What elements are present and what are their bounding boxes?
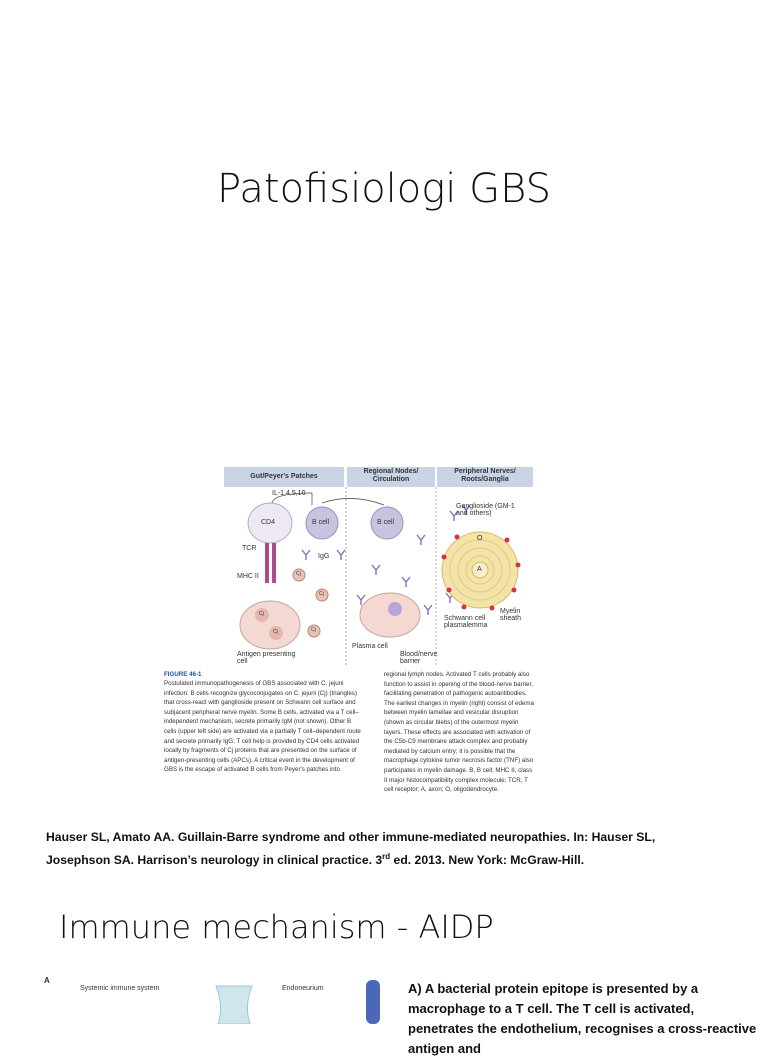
label-igg: IgG [318,553,330,560]
label-cytokines: IL-1,4,5,10 [272,490,306,497]
slide-title: Patofisiologi GBS [217,166,551,212]
label-cj-1: Cj [296,571,301,577]
label-mhc: MHC II [237,573,259,580]
apc-cell [240,601,300,649]
section-title: Immune mechanism - AIDP [59,908,494,946]
header-regional: Regional Nodes/ Circulation [363,468,419,483]
label-cj-5: Cj [273,629,278,635]
aidp-caption: A) A bacterial protein epitope is presented by a macrophage to a T cell. The T cell is activated, penetrates the endothelium, recognises a cross-reactive antigen and [408,981,757,1056]
label-ganglioside: Ganglioside (GM-1 and others) [456,503,515,517]
citation-line-2-post: ed. 2013. New York: McGraw-Hill. [390,853,585,868]
label-systemic: Systemic immune system [80,985,160,992]
tcr-stalk [265,543,269,583]
header-gut: Gut/Peyer's Patches [250,473,318,480]
figure-number: FIGURE 46-1 [164,671,202,678]
label-barrier: Blood/nerve barrier [400,651,438,665]
plasma-nucleus [388,602,402,616]
label-endoneurium: Endoneurium [282,985,324,992]
citation [46,827,726,870]
label-oligodendrocyte: O [477,535,483,542]
label-schwann: Schwann cell plasmalemma [444,615,488,629]
label-tcr: TCR [242,545,257,552]
vessel-wall [216,986,252,1024]
aidp-diagram [44,976,394,1024]
label-plasma: Plasma cell [352,643,388,650]
label-cd4: CD4 [261,519,276,526]
citation-line-1: Hauser SL, Amato AA. Guillain-Barre syndrome and other immune-mediated neuropathies. In: Hauser SL, [46,830,656,844]
label-b-cell: B cell [312,519,330,526]
aidp-figure [44,976,394,1024]
label-cj-4: Cj [259,611,264,617]
nerve-fiber [366,980,380,1024]
label-cj-3: Cj [311,627,316,633]
figure-46-1 [162,465,534,797]
figure-caption-left: Postulated immunopathogenesis of GBS associated with C. jejuni infection. B cells recognize glycoconjugates on C. jejuni (Cj) (triangles) that cross-react with ganglioside present on Schwann cell surface and subjacent peripheral nerve myelin. Some B cells, activated via a T cell–independent mechanism, secrete primarily IgM (not shown). Other B cells (upper left side) are activated via a partially T cell–dependent route and secrete primarily IgG; T cell help is provided by CD4 cells activated locally by fragments of Cj proteins that are presented on the surface of antigen-presenting cells (APCs). A critical event in the development of GBS is the escape of activated B cells from Peyer's patches into [164,680,361,774]
figure-caption-right: regional lymph nodes. Activated T cells probably also function to assist in opening of the blood-nerve barrier, facilitating penetration of pathogenic autoantibodies. The earliest changes in myelin (right) consist of edema between myelin lamellae and vesicular disruption (shown as circular blebs) of the outermost myelin layers. These effects are associated with activation of the C5b-C9 membrane attack complex and probably mediated by calcium entry; it is possible that the macrophage cytokine tumor necrosis factor (TNF) also participates in myelin damage. B, B cell; MHC II, class II major histocompatibility complex molecule; TCR, T cell receptor; A, axon; O, oligodendrocyte. [384,671,534,794]
citation-line-2-pre: Josephson SA. Harrison’s neurology in clinical practice. 3 [46,853,383,868]
panel-letter: A [44,976,50,985]
label-apc: Antigen presenting cell [237,651,296,665]
plasma-cell [360,593,420,637]
citation-superscript: rd [382,852,391,861]
label-axon: A [477,566,482,573]
label-b-cell-regional: B cell [377,519,395,526]
citation-line-2 [46,847,726,870]
migration-arrow [322,498,384,505]
label-cj-2: Cj [319,591,324,597]
label-myelin: Myelin sheath [500,608,522,622]
mhc-stalk [272,543,276,583]
header-peripheral: Peripheral Nerves/ Roots/Ganglia [454,468,516,483]
